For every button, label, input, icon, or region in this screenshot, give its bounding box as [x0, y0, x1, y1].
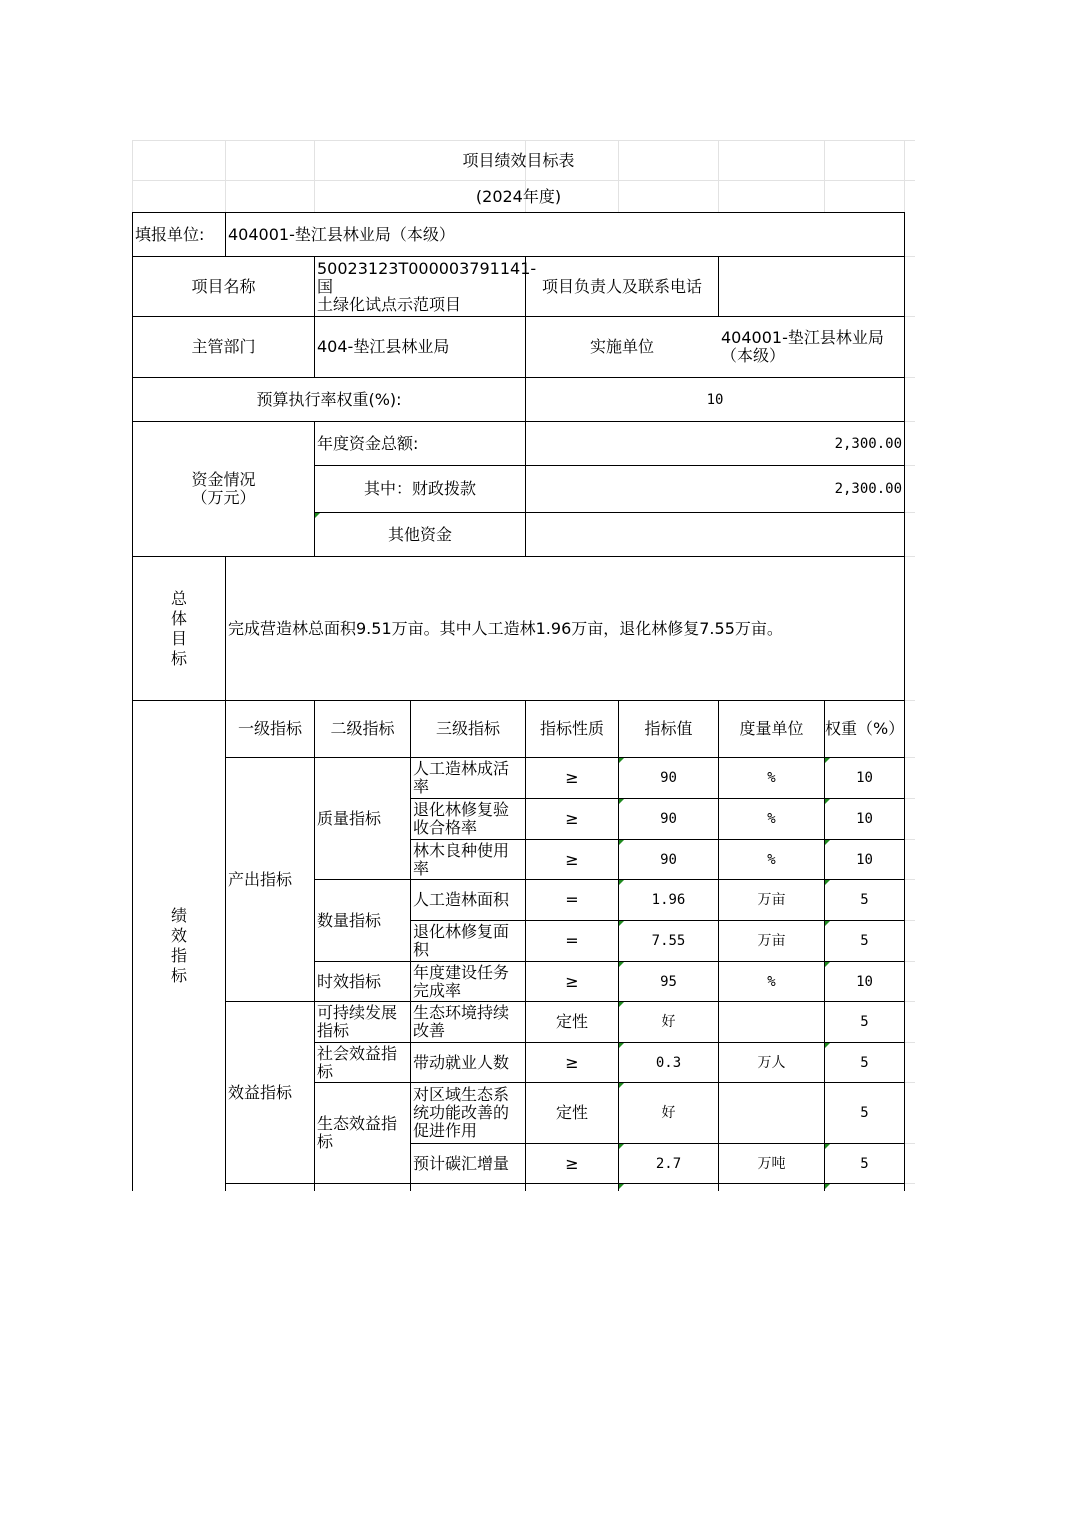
cell-marker-icon — [825, 921, 830, 926]
indicator-row-nature — [526, 1002, 618, 1042]
indicator-header-2-text: 二级指标 — [330, 719, 395, 738]
filling-unit-label — [133, 213, 225, 256]
overall-goal-label-text: 总体目标 — [171, 588, 188, 668]
indicator-row-weight — [825, 880, 904, 920]
indicator-row-weight — [825, 758, 904, 798]
funds-label — [133, 422, 314, 556]
budget-weight-value — [526, 378, 904, 421]
cell-marker-icon — [619, 1144, 624, 1149]
indicator-row-l3 — [411, 1083, 525, 1143]
level1-output-text: 产出指标 — [228, 869, 293, 889]
indicator-header-2 — [315, 701, 410, 757]
filling-unit-value — [226, 213, 904, 256]
funds-other-label — [315, 513, 525, 556]
cell-marker-icon — [619, 921, 624, 926]
indicator-header-7-text: 权重（%） — [825, 719, 905, 738]
indicator-row-nature-text: = — [565, 931, 579, 950]
dept-label — [133, 317, 314, 377]
level2-item-text: 生态效益指 标 — [317, 1114, 398, 1151]
indicator-row-nature-text: 定性 — [555, 1012, 588, 1031]
indicator-row-l3-text: 退化林修复验 收合格率 — [413, 800, 510, 837]
indicator-row-unit — [719, 1002, 824, 1042]
project-name-label — [133, 257, 314, 316]
funds-fiscal-label-text: 其中：财政拨款 — [363, 479, 476, 498]
indicator-row-l3 — [411, 962, 525, 1001]
cell-marker-icon — [619, 1184, 624, 1189]
indicator-row-weight — [825, 799, 904, 839]
table-year — [133, 181, 904, 212]
indicator-row-value-text: 好 — [661, 1014, 676, 1030]
impl-value — [719, 317, 904, 377]
indicator-row-unit-text: 万亩 — [757, 933, 786, 949]
indicator-row-weight-text: 5 — [860, 1054, 869, 1071]
cell-marker-icon — [825, 1144, 830, 1149]
indicator-header-1-text: 一级指标 — [237, 719, 302, 738]
impl-value-text: 404001-垫江县林业局 （本级） — [721, 328, 884, 365]
indicator-row-weight-text: 10 — [856, 770, 873, 786]
cell-marker-icon — [825, 758, 830, 763]
indicator-row-nature-text: ≥ — [565, 809, 579, 828]
indicator-row-value-text: 90 — [660, 811, 677, 827]
indicator-row-l3-text: 林木良种使用 率 — [413, 840, 510, 878]
level2-item — [315, 758, 410, 879]
cell-marker-icon — [619, 1083, 624, 1088]
indicator-row-weight-text: 5 — [860, 1014, 869, 1030]
indicator-row-unit-text: % — [767, 770, 776, 786]
level1-output — [226, 758, 314, 1001]
indicator-row-l3 — [411, 880, 525, 920]
indicator-row-unit — [719, 1144, 824, 1183]
budget-weight-label — [133, 378, 525, 421]
indicator-row-value — [619, 962, 718, 1001]
table-title — [133, 141, 904, 180]
indicator-row-value-text: 95 — [660, 973, 677, 990]
budget-weight-label-text: 预算执行率权重(%): — [256, 389, 402, 409]
indicator-row-l3-text: 退化林修复面 积 — [413, 922, 510, 959]
funds-fiscal-label — [315, 466, 525, 512]
level2-item-text: 数量指标 — [317, 910, 382, 930]
indicator-row-value-text: 90 — [660, 770, 677, 786]
indicator-row-nature — [526, 840, 618, 879]
indicator-row-l3 — [411, 1144, 525, 1183]
project-owner-value — [719, 257, 904, 316]
indicator-row-value — [619, 1043, 718, 1082]
funds-fiscal-value-text: 2,300.00 — [834, 481, 902, 497]
indicator-header-5-text: 指标值 — [644, 719, 693, 738]
funds-total-value — [526, 422, 904, 465]
indicator-header-3 — [411, 701, 525, 757]
project-name-value — [315, 257, 537, 316]
level1-benefit — [226, 1002, 314, 1183]
level1-benefit-text: 效益指标 — [228, 1082, 293, 1102]
indicator-header-5 — [619, 701, 718, 757]
project-name-value-text: 50023123T000003791141-国 土绿化试点示范项目 — [317, 258, 537, 314]
indicator-row-unit-text: % — [767, 973, 776, 990]
indicator-row-unit-text: 万亩 — [757, 892, 786, 908]
impl-label — [526, 317, 718, 377]
indicator-row-unit — [719, 921, 824, 961]
indicator-row-nature — [526, 880, 618, 920]
grid-line — [904, 798, 915, 799]
grid-line — [904, 879, 915, 880]
cell-marker-icon — [619, 962, 624, 967]
indicator-row-weight-text: 5 — [860, 892, 869, 908]
cell-marker-icon — [619, 880, 624, 885]
indicator-row-weight — [825, 921, 904, 961]
indicator-header-4 — [526, 701, 618, 757]
indicator-row-nature-text: ≥ — [565, 1052, 579, 1072]
indicator-row-nature-text: = — [565, 890, 579, 909]
grid-line — [904, 316, 915, 317]
grid-line — [904, 757, 915, 758]
indicator-header-4-text: 指标性质 — [539, 719, 604, 738]
cell-marker-icon — [619, 1002, 624, 1007]
indicator-row-value-text: 90 — [660, 851, 677, 868]
indicator-row-nature — [526, 921, 618, 961]
indicator-row-weight — [825, 840, 904, 879]
indicator-row-l3-text: 预计碳汇增量 — [413, 1153, 510, 1173]
indicator-row-l3 — [411, 758, 525, 798]
indicator-row-weight — [825, 1002, 904, 1042]
funds-label-text: 资金情况 （万元） — [191, 470, 256, 507]
indicator-row-unit — [719, 799, 824, 839]
grid-line — [904, 140, 905, 212]
dept-value-text: 404-垫江县林业局 — [317, 337, 450, 356]
indicator-row-weight — [825, 962, 904, 1001]
level2-item — [315, 880, 410, 961]
grid-line — [904, 1082, 915, 1083]
indicator-row-nature-text: 定性 — [555, 1103, 588, 1122]
project-name-label-text: 项目名称 — [191, 276, 256, 296]
cell-marker-icon — [825, 1043, 830, 1048]
indicator-row-nature-text: ≥ — [565, 971, 579, 991]
funds-total-label-text: 年度资金总额: — [317, 433, 419, 453]
cell-marker-icon — [619, 758, 624, 763]
cell-marker-icon — [825, 1184, 830, 1189]
cell-marker-icon — [825, 962, 830, 967]
indicator-row-value — [619, 880, 718, 920]
indicator-row-unit — [719, 1083, 824, 1143]
indicator-row-value — [619, 1083, 718, 1143]
indicator-header-7 — [825, 701, 904, 757]
dept-value — [315, 317, 525, 377]
budget-weight-value-text: 10 — [706, 391, 724, 408]
indicators-section-label-text: 绩效指标 — [171, 906, 188, 985]
table-border — [225, 1183, 905, 1184]
grid-line — [904, 512, 915, 513]
grid-line — [904, 465, 915, 466]
indicator-row-value-text: 好 — [661, 1105, 676, 1121]
performance-target-sheet — [132, 139, 915, 1191]
indicator-row-weight-text: 10 — [856, 973, 873, 990]
indicator-row-weight-text: 10 — [856, 811, 873, 827]
indicator-row-value — [619, 1144, 718, 1183]
indicator-row-value — [619, 840, 718, 879]
indicator-row-weight-text: 10 — [856, 851, 873, 868]
funds-other-value — [526, 513, 904, 556]
indicator-row-value — [619, 921, 718, 961]
cell-marker-icon — [825, 840, 830, 845]
indicator-row-unit-text: % — [767, 851, 776, 868]
grid-line — [904, 256, 915, 257]
indicator-header-1 — [226, 701, 314, 757]
grid-line — [904, 1001, 915, 1002]
indicator-row-weight — [825, 1043, 904, 1082]
indicator-row-l3 — [411, 921, 525, 961]
cell-marker-icon — [825, 799, 830, 804]
indicator-row-weight-text: 5 — [860, 933, 869, 949]
level2-item-text: 社会效益指 标 — [317, 1043, 398, 1081]
indicator-row-l3-text: 年度建设任务 完成率 — [413, 962, 510, 1000]
indicator-row-weight — [825, 1144, 904, 1183]
table-border — [904, 212, 905, 1191]
indicator-row-unit — [719, 758, 824, 798]
overall-goal-text-text: 完成营造林总面积9.51万亩。其中人工造林1.96万亩，退化林修复7.55万亩。 — [228, 618, 783, 638]
indicator-header-6-text: 度量单位 — [739, 719, 804, 738]
indicator-row-nature-text: ≥ — [565, 768, 579, 787]
indicator-header-6 — [719, 701, 824, 757]
grid-line — [904, 421, 915, 422]
indicator-row-unit — [719, 1043, 824, 1082]
grid-line — [904, 920, 915, 921]
indicator-row-l3-text: 人工造林成活 率 — [413, 759, 510, 796]
funds-fiscal-value — [526, 466, 904, 512]
indicator-row-unit — [719, 840, 824, 879]
overall-goal-text — [226, 557, 904, 700]
indicator-row-nature — [526, 799, 618, 839]
indicator-header-3-text: 三级指标 — [435, 719, 500, 738]
grid-line — [904, 839, 915, 840]
level2-item — [315, 1002, 410, 1042]
indicator-row-l3-text: 带动就业人数 — [413, 1052, 510, 1072]
filling-unit-label-text: 填报单位: — [135, 224, 205, 244]
funds-total-label — [315, 422, 525, 465]
indicator-row-nature — [526, 1043, 618, 1082]
indicator-row-nature-text: ≥ — [565, 1153, 579, 1173]
indicator-row-nature — [526, 1144, 618, 1183]
grid-line — [904, 1183, 915, 1184]
cell-marker-icon — [825, 880, 830, 885]
indicator-row-l3 — [411, 1002, 525, 1042]
indicator-row-weight-text: 5 — [860, 1155, 869, 1172]
indicator-row-unit-text: 万人 — [757, 1054, 786, 1071]
indicator-row-nature — [526, 758, 618, 798]
cell-marker-icon — [619, 1043, 624, 1048]
level2-item — [315, 1083, 410, 1183]
indicators-section-label — [133, 701, 225, 1191]
indicator-row-nature-text: ≥ — [565, 849, 579, 869]
indicator-row-l3-text: 生态环境持续 改善 — [413, 1003, 510, 1040]
cell-marker-icon — [315, 513, 320, 518]
level2-item — [315, 1043, 410, 1082]
indicator-row-value-text: 0.3 — [655, 1054, 682, 1071]
filling-unit-value-text: 404001-垫江县林业局（本级） — [228, 224, 455, 244]
level2-item-text: 时效指标 — [317, 971, 382, 991]
indicator-row-l3 — [411, 1043, 525, 1082]
impl-label-text: 实施单位 — [589, 337, 654, 356]
overall-goal-label — [133, 557, 225, 700]
indicator-row-unit-text: 万吨 — [757, 1155, 786, 1172]
indicator-row-value-text: 7.55 — [651, 933, 686, 949]
dept-label-text: 主管部门 — [191, 337, 256, 356]
indicator-row-l3-text: 对区域生态系 统功能改善的 促进作用 — [413, 1085, 510, 1140]
level2-item-text: 可持续发展 指标 — [317, 1003, 398, 1040]
funds-total-value-text: 2,300.00 — [834, 435, 902, 452]
indicator-row-weight-text: 5 — [860, 1105, 869, 1121]
indicator-row-nature — [526, 962, 618, 1001]
project-owner-label-text: 项目负责人及联系电话 — [541, 276, 702, 296]
indicator-row-unit — [719, 880, 824, 920]
indicator-row-unit — [719, 962, 824, 1001]
table-title-text: 项目绩效目标表 — [462, 150, 575, 170]
grid-line — [904, 700, 915, 701]
indicator-row-l3 — [411, 840, 525, 879]
grid-line — [904, 377, 915, 378]
grid-line — [904, 1143, 915, 1144]
grid-line — [904, 961, 915, 962]
level2-item-text: 质量指标 — [317, 808, 382, 828]
indicator-row-weight — [825, 1083, 904, 1143]
indicator-row-value — [619, 758, 718, 798]
table-year-text: (2024年度) — [475, 186, 562, 206]
project-owner-label — [526, 257, 718, 316]
cell-marker-icon — [619, 840, 624, 845]
grid-line — [904, 556, 915, 557]
indicator-row-nature — [526, 1083, 618, 1143]
indicator-row-value — [619, 1002, 718, 1042]
indicator-row-l3-text: 人工造林面积 — [413, 890, 510, 909]
indicator-row-value — [619, 799, 718, 839]
cell-marker-icon — [619, 799, 624, 804]
funds-other-label-text: 其他资金 — [387, 524, 452, 544]
level2-item — [315, 962, 410, 1001]
indicator-row-unit-text: % — [767, 811, 776, 827]
indicator-row-value-text: 2.7 — [655, 1155, 682, 1172]
indicator-row-l3 — [411, 799, 525, 839]
grid-line — [904, 1042, 915, 1043]
indicator-row-value-text: 1.96 — [651, 892, 686, 908]
